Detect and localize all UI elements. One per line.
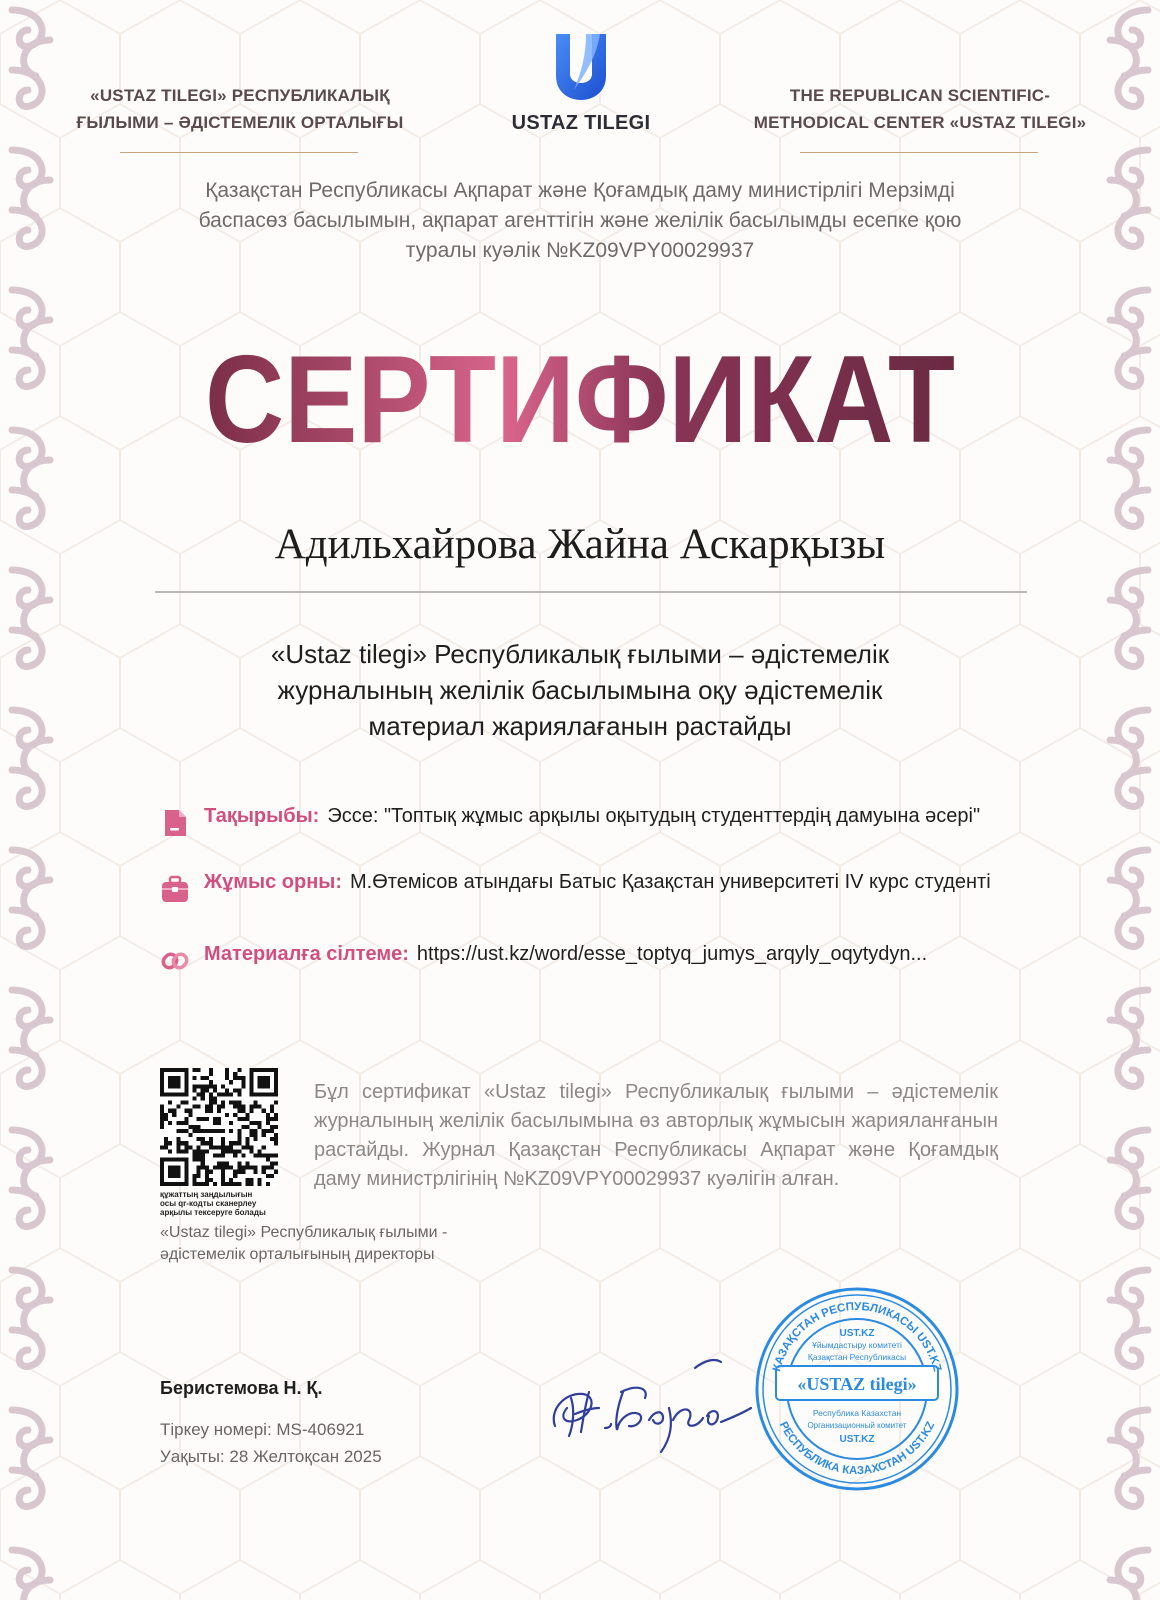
registration-notice	[150, 176, 1010, 266]
certificate-title	[0, 330, 1160, 465]
certificate-description: Бұл сертификат «Ustaz tilegi» Республикалық ғылыми – әдістемелік журналының желілік басылымына өз авторлық жұмысын жарияланғанын растайды. Журнал Қазақстан Республикасы Ақпарат және Қоғамдық даму министрлігінің №KZ09VPY00029937 куәлігін алған.	[314, 1081, 998, 1190]
issue-date: Уақыты: 28 Желтоқсан 2025	[160, 1447, 382, 1466]
header-left-line1: «USTAZ TILEGI» РЕСПУБЛИКАЛЫҚ	[90, 86, 390, 105]
document-icon	[160, 808, 190, 838]
qr-verification-note	[160, 1190, 300, 1217]
briefcase-icon	[160, 874, 190, 904]
ornament-border-right	[1104, 0, 1154, 1600]
confirmation-line2: журналының желілік басылымына оқу әдістемелік	[277, 675, 883, 705]
stamp-inner-line5: Организационный комитет	[807, 1421, 907, 1430]
detail-link-label: Материалға сілтеме:	[204, 943, 409, 965]
stamp-center-text: «USTAZ tilegi»	[797, 1374, 917, 1394]
director-title-line1: «Ustaz tilegi» Республикалық ғылыми -	[160, 1224, 448, 1241]
detail-topic-value: Эссе: "Топтық жұмыс арқылы оқытудың студенттердің дамуына әсері"	[327, 805, 981, 827]
registration-line1: Қазақстан Республикасы Ақпарат және Қоғамдық даму министірлігі Мерзімді	[205, 179, 955, 202]
header-right-line2: METHODICAL CENTER «USTAZ TILEGI»	[753, 113, 1087, 132]
logo-text: USTAZ TILEGI	[511, 112, 651, 134]
stamp-outer-top-text: ҚАЗАҚСТАН РЕСПУБЛИКАСЫ UST.KZ	[771, 1300, 943, 1373]
director-title	[160, 1222, 520, 1266]
detail-workplace-value: М.Өтемісов атындағы Батыс Қазақстан университеті IV курс студенті	[350, 871, 991, 893]
certificate-title-graphic	[0, 330, 1160, 460]
header-left-org-name	[70, 82, 410, 136]
ustaz-tilegi-logo	[508, 30, 654, 145]
recipient-name-underline	[155, 591, 1027, 593]
header-right-org-name	[750, 82, 1090, 136]
confirmation-line1: «Ustaz tilegi» Республикалық ғылыми – әдістемелік	[270, 639, 890, 669]
confirmation-line3: материал жариялағанын растайды	[368, 711, 792, 741]
detail-topic-label: Тақырыбы:	[204, 805, 320, 827]
header-left-divider	[120, 152, 358, 153]
director-name: Беристемова Н. Қ.	[160, 1378, 323, 1398]
stamp-inner-line4: Республика Казахстан	[812, 1408, 902, 1418]
confirmation-text	[170, 636, 990, 744]
recipient-name: Адильхайрова Жайна Аскарқызы	[274, 521, 886, 568]
detail-material-link	[160, 942, 1040, 967]
registration-line3: туралы куәлік №KZ09VPY00029937	[405, 239, 755, 262]
ornament-border-left	[6, 0, 56, 1600]
official-stamp	[752, 1284, 962, 1494]
header-right-divider	[800, 152, 1038, 153]
detail-topic	[160, 804, 1040, 829]
ustaz-logo-icon	[552, 30, 610, 108]
stamp-inner-line3: Қазақстан Республикасы	[807, 1352, 907, 1362]
director-signature	[545, 1348, 765, 1458]
registration-line2: баспасөз басылымын, ақпарат агенттігін және желілік басылымды есепке қою	[198, 209, 962, 232]
header-left-line2: ҒЫЛЫМИ – ӘДІСТЕМЕЛІК ОРТАЛЫҒЫ	[76, 113, 404, 132]
verification-qr-code[interactable]	[160, 1068, 278, 1186]
stamp-inner-line2: Ұйымдастыру комитеті	[812, 1340, 902, 1350]
detail-link-value[interactable]: https://ust.kz/word/esse_toptyq_jumys_arqyly_oqytydyn...	[416, 943, 928, 965]
link-icon	[160, 946, 190, 976]
detail-workplace-label: Жұмыс орны:	[204, 871, 343, 893]
detail-workplace	[160, 870, 1040, 895]
director-title-line2: әдістемелік орталығының директоры	[160, 1246, 435, 1263]
qr-note-line3: арқылы тексеруге болады	[160, 1208, 266, 1217]
qr-note-line1: құжаттың заңдылығын	[160, 1190, 253, 1199]
header-right-line1: THE REPUBLICAN SCIENTIFIC-	[789, 86, 1051, 105]
registration-number: Тіркеу номері: MS-406921	[160, 1420, 365, 1439]
qr-note-line2: осы qr-кодты сканерлеу	[160, 1199, 257, 1208]
stamp-inner-bottom: UST.KZ	[839, 1434, 875, 1445]
stamp-outer-bottom-text: РЕСПУБЛИКА КАЗАХСТАН UST.KZ	[776, 1419, 938, 1478]
stamp-inner-top: UST.KZ	[839, 1328, 875, 1339]
certificate-title-text: СЕРТИФИКАТ	[205, 331, 955, 460]
